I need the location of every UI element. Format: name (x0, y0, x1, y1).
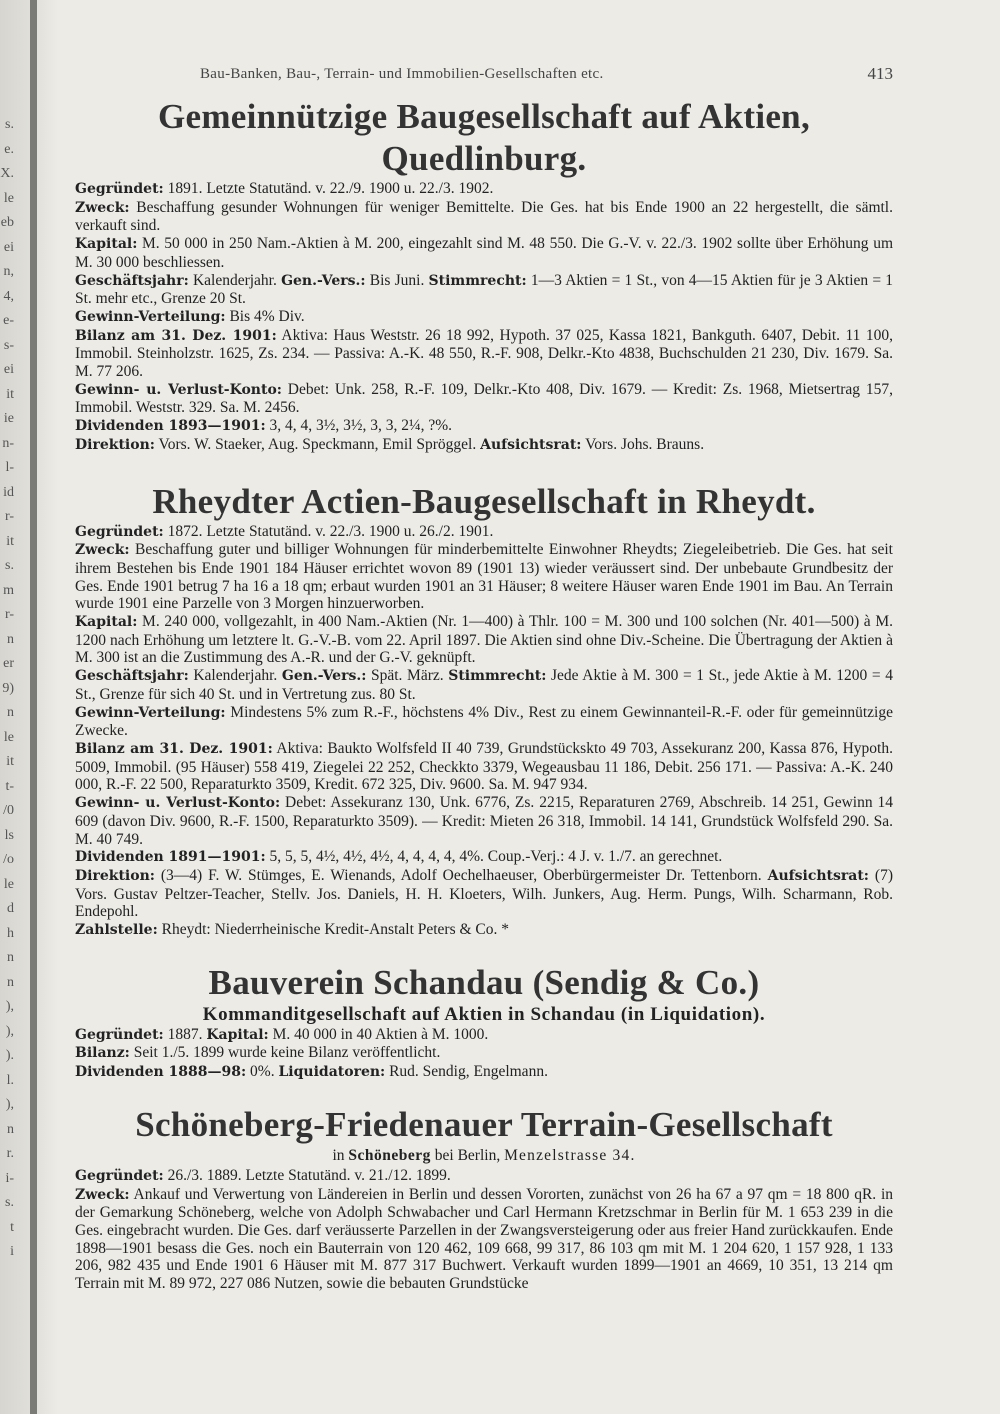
entry-label: Stimmrecht: (448, 668, 547, 685)
margin-fragment: m (3, 582, 14, 598)
margin-fragment: n (7, 1121, 14, 1137)
entry-line (75, 308, 893, 327)
entry-line (75, 235, 893, 271)
entry-text: M. 40 000 in 40 Aktien à M. 1000. (268, 1025, 489, 1043)
margin-fragment: l- (5, 460, 14, 475)
margin-fragment: ei (3, 362, 14, 377)
margin-fragment: le (3, 876, 14, 892)
margin-fragment: le (3, 729, 14, 745)
company-title: Bauverein Schandau (Sendig & Co.) (208, 962, 760, 1002)
document-page (75, 62, 893, 1293)
entry-label: Bilanz am 31. Dez. 1901: (75, 740, 273, 757)
margin-fragment: /o (3, 852, 14, 867)
entry-line (75, 704, 893, 740)
margin-fragment: id (3, 484, 14, 500)
entry-text: Ankauf und Verwertung von Ländereien in Berlin und dessen Vororten, zunächst von 26 ha 67 a 97 qm = 18 800 qR. in der Gemarkung Schöneberg, welche von Adolph Schwabacher und Carl Hermann Kretzschmar in Berlin für M. 1 653 239 in die Ges. eingebracht wurden. Die Ges. darf veräusserte Parzellen in der Zwangsversteigerung oder aus freier Hand zurückkaufen. Ende 1898—1901 besass die Ges. noch ein Bauterrain von 120 462, 109 668, 99 317, 86 103 qm mit M. 1 204 620, 1 157 928, 1 133 206, 982 435 und Ende 1901 6 Häuser mit M. 877 317 Buchwert. Verkauft wurden 1899—1901 an 4669, 10 351, 13 214 qm Terrain mit M. 89 972, 227 086 Nutzen, sowie die bebauten Grundstücke (75, 1185, 893, 1293)
entry-text: Debet: Assekuranz 130, Unk. 6776, Zs. 2215, Reparaturen 2769, Abschreib. 14 251, Gewinn 14 609 (davon Div. 9600, R.-F. 1500, Reparaturkto 3509). — Kredit: Mieten 26 318, Immobil. 14 141, Grundstück Wolfsfeld 290. Sa. M. 40 749. (75, 794, 893, 848)
company-title: Gemeinnützige Baugesellschaft auf Aktien, Quedlinburg. (157, 97, 810, 178)
entry-text: 5, 5, 5, 4½, 4½, 4½, 4, 4, 4, 4, 4%. Coup.-Verj.: 4 J. v. 1./7. an gerechnet. (265, 848, 723, 866)
company-location (75, 1146, 893, 1165)
entry-label: Dividenden 1888—98: (75, 1064, 247, 1081)
margin-fragment: i (10, 1244, 14, 1259)
entry-text: Jede Aktie à M. 300 = 1 St., jede Aktie à M. 1200 = 4 St., Grenze für sich 40 St. und in Vertretung zus. 80 St. (75, 667, 893, 703)
entry-line (75, 436, 893, 455)
entry-text: Vors. Johs. Brauns. (581, 435, 705, 453)
entry-text: Aktiva: Baukto Wolfsfeld II 40 739, Grundstückskto 49 703, Assekuranz 200, Kassa 876, Hypoth. 5009, Immobil. (95 Häuser) 558 419, Ziegelei 22 252, Checkkto 3379, Wegeausbau 11 186, Debit. 256 171. — Passiva: A.-K. 240 000, R.-F. 22 500, Reparaturkto 3509, Kredit. 672 325, Div. 9600. Sa. M. 947 934. (75, 739, 893, 794)
entry-label: Direktion: (75, 436, 155, 453)
entry-text: Aktiva: Haus Weststr. 26 18 992, Hypoth. 37 025, Kassa 1821, Bankguth. 6407, Debit. 11 100, Immobil. Steinholzstr. 1625, Zs. 234. — Passiva: A.-K. 48 550, R.-F. 908, Delkr.-Kto 4838, Buchschulden 21 230, Div. 1679. Sa. M. 77 206. (75, 326, 893, 381)
margin-fragment: n (7, 974, 14, 990)
entry-line (75, 1026, 893, 1045)
company-entry (75, 1104, 893, 1293)
margin-fragment: it (6, 386, 14, 402)
entry-label: Gegründet: (75, 1026, 164, 1043)
entry-text: 1887. (163, 1025, 207, 1043)
margin-fragment: t- (5, 778, 14, 794)
margin-fragment: n, (3, 264, 14, 279)
entry-line (75, 1167, 893, 1186)
margin-fragment: le (3, 190, 14, 206)
entry-line (75, 740, 893, 794)
entry-line (75, 180, 893, 199)
entry-text: Beschaffung guter und billiger Wohnungen für minderbemittelte Einwohner Rheydts; Ziegeleibetrieb. Die Ges. hat seit ihrem Bestehen bis Ende 1901 184 Häuser errichtet wovon 89 (1901 13) wieder veräussert sind. Der unbebaute Grundbesitz der Ges. Ende 1901 betrug 7 ha 16 a 18 qm; erbaut wurden 1901 an 31 Häuser; 8 weitere Häuser waren Ende 1901 im Bau. An Terrain wurde 1901 eine Parzelle von 3 Morgen hinzuerworben. (75, 541, 893, 613)
entry-text: (7) Vors. Gustav Peltzer-Teacher, Stellv. Jos. Daniels, H. H. Kloeters, Wilh. Junkers, Aug. Herm. Pungs, Wilh. Scharmann, Rob. Endepohl. (75, 866, 893, 921)
company-entry (75, 96, 893, 455)
entry-line (75, 199, 893, 235)
entry-line (75, 327, 893, 381)
entry-text: Kalenderjahr. (188, 667, 282, 685)
entry-label: Zweck: (75, 542, 130, 559)
margin-fragment: X. (0, 166, 14, 181)
entry-text: M. 50 000 in 250 Nam.-Aktien à M. 200, eingezahlt sind M. 48 550. Die G.-V. v. 22./3. 1902 sollte über Erhöhung um M. 30 000 beschliessen. (75, 235, 893, 271)
entry-label: Gegründet: (75, 523, 164, 540)
entry-label: Liquidatoren: (278, 1064, 386, 1081)
margin-fragment: ), (5, 1097, 14, 1112)
entry-text: 3, 4, 4, 3½, 3½, 3, 3, 2¼, ?%. (265, 417, 453, 435)
margin-fragment: l. (6, 1072, 14, 1088)
entry-text: Mindestens 5% zum R.-F., höchstens 4% Div., Rest zu einem Gewinnanteil-R.-F. oder für gemeinnützige Zwecke. (75, 703, 893, 740)
company-entry (75, 962, 893, 1082)
running-title: Bau-Banken, Bau-, Terrain- und Immobilien-Gesellschaften etc. (200, 66, 604, 82)
company-entry (75, 481, 893, 940)
margin-fragment: it (6, 754, 14, 769)
margin-fragment: 9) (2, 680, 14, 696)
entry-label: Stimmrecht: (428, 272, 527, 289)
entry-text: 1—3 Aktien = 1 St., von 4—15 Aktien für je 3 Aktien = 1 St. mehr etc., Grenze 20 St. (75, 271, 894, 308)
entry-label: Kapital: (75, 614, 138, 631)
entry-label: Bilanz am 31. Dez. 1901: (75, 327, 277, 344)
entry-label: Direktion: (75, 867, 155, 884)
entry-label: Gen.-Vers.: (281, 272, 366, 289)
entry-text: 1891. Letzte Statutänd. v. 22./9. 1900 u. 22./3. 1902. (163, 180, 494, 197)
entry-text: Debet: Unk. 258, R.-F. 109, Delkr.-Kto 408, Div. 1679. — Kredit: Zs. 1968, Mietsertrag 157, Immobil. Weststr. 329. Sa. M. 2456. (75, 380, 893, 417)
margin-fragment: d (7, 901, 14, 916)
entry-label: Gewinn- u. Verlust-Konto: (75, 795, 281, 812)
entry-line (75, 667, 893, 703)
margin-fragment: s. (5, 117, 14, 132)
entry-label: Gewinn-Verteilung: (75, 704, 226, 721)
entry-line (75, 541, 893, 613)
entry-label: Aufsichtsrat: (767, 867, 869, 884)
margin-fragment: i- (5, 1170, 14, 1186)
margin-fragment: it (6, 533, 14, 549)
running-header (75, 62, 893, 84)
entry-text: Kalenderjahr. (188, 271, 282, 289)
entry-label: Geschäftsjahr: (75, 272, 189, 289)
location-prefix: in (332, 1146, 349, 1164)
entry-line (75, 1186, 893, 1293)
entry-text: 1872. Letzte Statutänd. v. 22./3. 1900 u. 26./2. 1901. (163, 522, 494, 540)
entry-label: Zweck: (75, 199, 130, 216)
margin-fragment: s. (5, 558, 14, 573)
entry-label: Gewinn-Verteilung: (75, 308, 226, 325)
margin-fragment: ei (3, 239, 14, 255)
location-street: Menzelstrasse 34. (504, 1146, 636, 1164)
entry-text: Bis Juni. (365, 271, 429, 289)
entry-text: Bis 4% Div. (225, 307, 305, 325)
entry-label: Zweck: (75, 1186, 130, 1203)
entry-line (75, 867, 893, 921)
entry-text: (3—4) F. W. Stümges, E. Wienands, Adolf Oechelhaeuser, Oberbürgermeister Dr. Tettenborn. (154, 866, 768, 884)
entry-label: Gewinn- u. Verlust-Konto: (75, 381, 282, 398)
entry-label: Geschäftsjahr: (75, 668, 189, 685)
entry-text: M. 240 000, vollgezahlt, in 400 Nam.-Aktien (Nr. 1—400) à Thlr. 100 = M. 300 und 100 solchen (Nr. 401—500) à M. 1200 nach Erhöhung um letztere lt. G.-V.-B. vom 22. April 1897. Die Aktien sind ohne Div.-Scheine. Die Übertragung der Aktien à M. 300 ist an die Zustimmung des A.-R. und der G.-V. geknüpft. (75, 613, 893, 667)
entry-text: Vors. W. Staeker, Aug. Speckmann, Emil Spröggel. (154, 435, 481, 453)
page-number: 413 (867, 64, 893, 83)
entry-label: Bilanz: (75, 1045, 130, 1062)
margin-fragment: r- (4, 509, 14, 524)
entry-line (75, 272, 893, 308)
margin-fragment: ls (4, 827, 14, 843)
margin-fragment: ), (5, 1023, 14, 1039)
margin-fragment: ). (5, 1048, 14, 1063)
margin-fragment: n (7, 631, 14, 647)
margin-fragment: eb (0, 215, 14, 230)
location-city: Schöneberg (348, 1146, 431, 1164)
entry-line (75, 921, 893, 940)
entry-label: Gegründet: (75, 181, 164, 197)
entry-text: Rud. Sendig, Engelmann. (385, 1063, 548, 1081)
entry-text: 26./3. 1889. Letzte Statutänd. v. 21./12. 1899. (163, 1166, 451, 1184)
entry-label: Kapital: (206, 1026, 269, 1043)
company-title: Schöneberg-Friedenauer Terrain-Gesellschaft (135, 1104, 833, 1144)
entry-label: Dividenden 1893—1901: (75, 418, 266, 435)
entry-label: Kapital: (75, 236, 138, 253)
entry-line (75, 794, 893, 848)
entry-text: Spät. März. (366, 667, 449, 685)
entry-label: Zahlstelle: (75, 922, 158, 939)
company-subtitle: Kommanditgesellschaft auf Aktien in Schandau (in Liquidation). (202, 1003, 766, 1025)
entry-label: Gen.-Vers.: (281, 668, 367, 685)
entry-text: 0%. (246, 1063, 279, 1081)
binding-gutter (30, 0, 37, 1414)
margin-fragment: h (7, 925, 14, 941)
entry-line (75, 417, 893, 436)
entry-line (75, 1063, 893, 1082)
margin-fragment: t (10, 1219, 14, 1235)
margin-fragment: s. (5, 1195, 14, 1210)
margin-fragment: e. (4, 141, 14, 157)
entry-line (75, 1044, 893, 1063)
margin-fragment: e- (3, 313, 14, 328)
company-title: Rheydter Actien-Baugesellschaft in Rheydt. (152, 481, 816, 521)
margin-fragment: /0 (3, 803, 14, 818)
entry-label: Dividenden 1891—1901: (75, 849, 266, 866)
entry-label: Gegründet: (75, 1167, 164, 1184)
location-suffix: bei Berlin, (430, 1146, 505, 1164)
entry-text: Rheydt: Niederrheinische Kredit-Anstalt Peters & Co. * (157, 921, 510, 939)
entry-line (75, 381, 893, 417)
margin-fragment: n (7, 950, 14, 965)
entry-line (75, 848, 893, 867)
entry-text: Beschaffung gesunder Wohnungen für weniger Bemittelte. Die Ges. hat bis Ende 1900 an 22 hergestellt, die sämtl. verkauft sind. (75, 198, 893, 235)
entry-text: Seit 1./5. 1899 wurde keine Bilanz veröffentlicht. (129, 1044, 441, 1062)
margin-fragment: r- (4, 607, 14, 622)
margin-fragment: s- (3, 337, 14, 353)
margin-fragment: n (7, 705, 14, 720)
margin-fragment: n- (2, 435, 14, 451)
entry-label: Aufsichtsrat: (480, 436, 582, 453)
margin-fragment: er (3, 656, 14, 671)
margin-fragment: 4, (3, 288, 14, 304)
entry-line (75, 613, 893, 667)
entry-line (75, 523, 893, 542)
margin-fragment: ie (3, 411, 14, 426)
margin-fragment: r. (6, 1146, 14, 1161)
margin-fragment: ), (5, 999, 14, 1014)
